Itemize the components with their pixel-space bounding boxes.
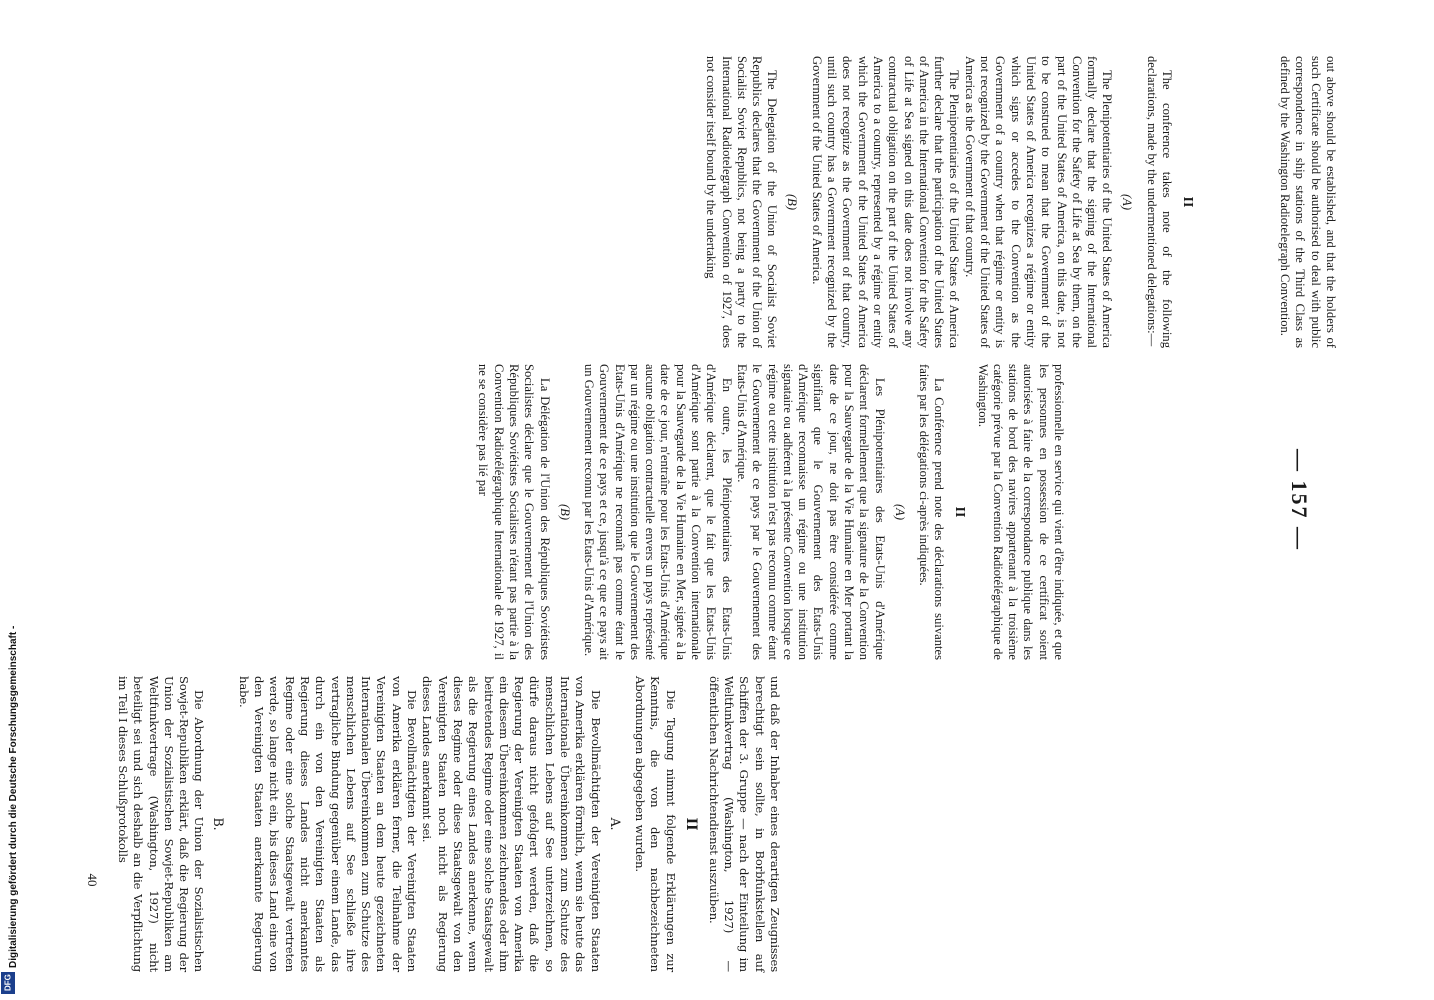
french-a-paragraph-2: En outre, les Plénipotentiaires des Etats-Unis d'Amérique déclarent, que le fait que les Etats-Unis d'Amérique sont partie à la Convention internationale pour la Sauvegarde de la Vie Humaine en Mer, signée à la date de ce jour, n'entraîne pour les Etats-Unis d'Amérique aucune obligation contractuelle envers un pays représenté par un régime ou une institution que le Gouvernement des Etats-Unis d'Amérique ne reconnaît pas comme étant le Gouvernement de ce pays et ce, jusqu'à ce que ce pays ait un Gouvernement reconnu par les Etats-Unis d'Amérique. <box>581 364 734 660</box>
french-column <box>475 364 1066 660</box>
sheet-number: 40 <box>85 873 100 887</box>
english-section-heading: II <box>1180 196 1195 208</box>
german-b-paragraph-1: Die Abordnung der Union der Sozialistischen Sowjet-Republiken erklärt, daß die Regierung der Union der Sozialistischen Sowjet-Republiken am Weltfunkvertrage (Washington, 1927) nicht beteiligt sei und sich deshalb an die Verpflichtung im Teil I dieses Schlußprotokolls <box>116 676 207 972</box>
french-b-paragraph-1: La Délégation de l'Union des Républiques Soviétistes Socialistes déclare que le Gouvernement de l'Union des Républiques Soviétistes Socialistes n'étant pas partie à la Convention Radiotélégraphique Internationale de 1927, il ne se considère pas lié par <box>476 364 552 660</box>
english-intro: The conference takes note of the following declarations, made by the undermentioned delegations:— <box>1144 56 1174 348</box>
english-a-paragraph-2: The Plenipotentiaries of the United States of America further declare that the participation of the United States of America in the International Convention for the Safety of Life at Sea signed on this date does not involve any contractual obligation on the part of the United States of America to a country, represented by a régime or entity which the Government of the United States of America does not recognize as the Government of that country, until such country has a Government recognized by the Government of the United States of America. <box>809 56 962 348</box>
english-a-heading: (A) <box>1120 193 1135 211</box>
english-column-main <box>703 56 1202 348</box>
english-b-heading: (B) <box>785 193 800 211</box>
french-a-paragraph-1: Les Plénipotentiaires des Etats-Unis d'Amérique déclarent formellement que la signature de la Convention pour la Sauvegarde de la Vie Humaine en Mer portant la date de ce jour, ne doit pas être considérée comme signifiant que le Gouvernement des Etats-Unis d'Amérique reconnaisse un régime ou une institution signataire ou adhérent à la présente Convention lorsque ce régime ou cette institution n'est pas reconnu comme étant le Gouvernement de ce pays par le Gouvernement des Etats-Unis d'Amérique. <box>734 364 887 660</box>
german-top-paragraph: und daß der Inhaber eines derartigen Zeugnisses berechtigt sein sollte, in Borbfunkstellen auf Schiffen der 3. Gruppe — nach der Einteilung im Weltfunkvertrag (Washington, 1927) — öffentlichen Nachrichtendienst auszuüben. <box>706 676 782 972</box>
english-b-paragraph-1: The Delegation of the Union of Socialist Soviet Republics declares that the Government of the Union of Socialist Soviet Republics, not being a party to the International Radiotelegraph Convention of 1927, does not consider itself bound by the undertaking <box>704 56 780 348</box>
french-top-paragraph: professionnelle en service qui vient d'être indiquée, et que les personnes en possession de ce certificat soient autorisées à faire de la correspondance publique dans les stations de bord des navires appartenant à la troisième catégorie prévue par la Convention Radiotélégraphique de Washington. <box>975 364 1066 660</box>
french-intro: La Conférence prend note des déclarations suivantes faites par les délégations ci-après indiquées. <box>916 364 947 660</box>
german-b-heading: B. <box>211 817 227 831</box>
english-top-paragraph: out above should be established, and that the holders of such Certificate should be authorised to deal with public correspondence in ship stations of the Third Class as defined by the Washington Radiotelegraph Convention. <box>1278 56 1338 348</box>
english-a-paragraph-1: The Plenipotentiaries of the United States of America formally declare that the signing of the International Convention for the Safety of Life at Sea by them, on the part of the United States of America, on this date, is not to be construed to mean that the Government of the United States of America recognizes a régime or entity which signs or accedes to the Convention as the Government of a country when that régime or entity is not recognized by the Government of the United States of America as the Government of that country. <box>962 56 1115 348</box>
german-a-heading: A. <box>607 817 623 831</box>
german-section-heading: II <box>682 817 699 831</box>
french-section-heading: II <box>952 506 968 518</box>
german-a-paragraph-1: Die Bevollmächtigten der Vereinigten Staaten von Amerika erklären förmlich, wenn sie heute das Internationale Übereinkommen zum Schutze des menschlichen Lebens auf See unterzeichnen, so dürfe daraus nicht gefolgert werden, daß die Regierung der Vereinigten Staaten von Amerika ein diesem Übereinkommen zeichnendes oder ihm beitretendes Regime oder eine solche Staatsgewalt als die Regierung eines Landes anerkenne, wenn dieses Regime oder diese Staatsgewalt von den Vereinigten Staaten noch nicht als Regierung dieses Landes anerkannt sei. <box>420 676 603 972</box>
german-intro: Die Tagung nimmt folgende Erklärungen zur Kenntnis, die von den nachbezeichneten Abordnungen abgegeben wurden. <box>632 676 678 972</box>
english-column <box>1277 56 1338 348</box>
french-a-heading: (A) <box>892 503 907 521</box>
german-a-paragraph-2: Die Bevollmächtigten der Vereinigten Staaten von Amerika erklären ferner, die Teilnahme der Vereinigten Staaten an dem heute gezeichneten Internationalen Übereinkommen zum Schutze des menschlichen Lebens auf See schließe ihre vertragliche Bindung gegenüber einem Lande, das durch ein von den Vereinigten Staaten als Regierung dieses Landes nicht anerkanntes Regime oder eine solche Staatsgewalt vertreten werde, so lange nicht ein, bis dieses Land eine von den Vereinigten Staaten anerkannte Regierung habe. <box>236 676 420 972</box>
german-column <box>115 676 782 972</box>
dfg-logo: DFG <box>1 972 15 994</box>
page-number: — 157 — <box>1287 449 1312 551</box>
french-b-heading: (B) <box>557 503 572 521</box>
digitization-credit: Digitalisierung gefördert durch die Deutsche Forschungsgemeinschaft - <box>8 625 19 968</box>
